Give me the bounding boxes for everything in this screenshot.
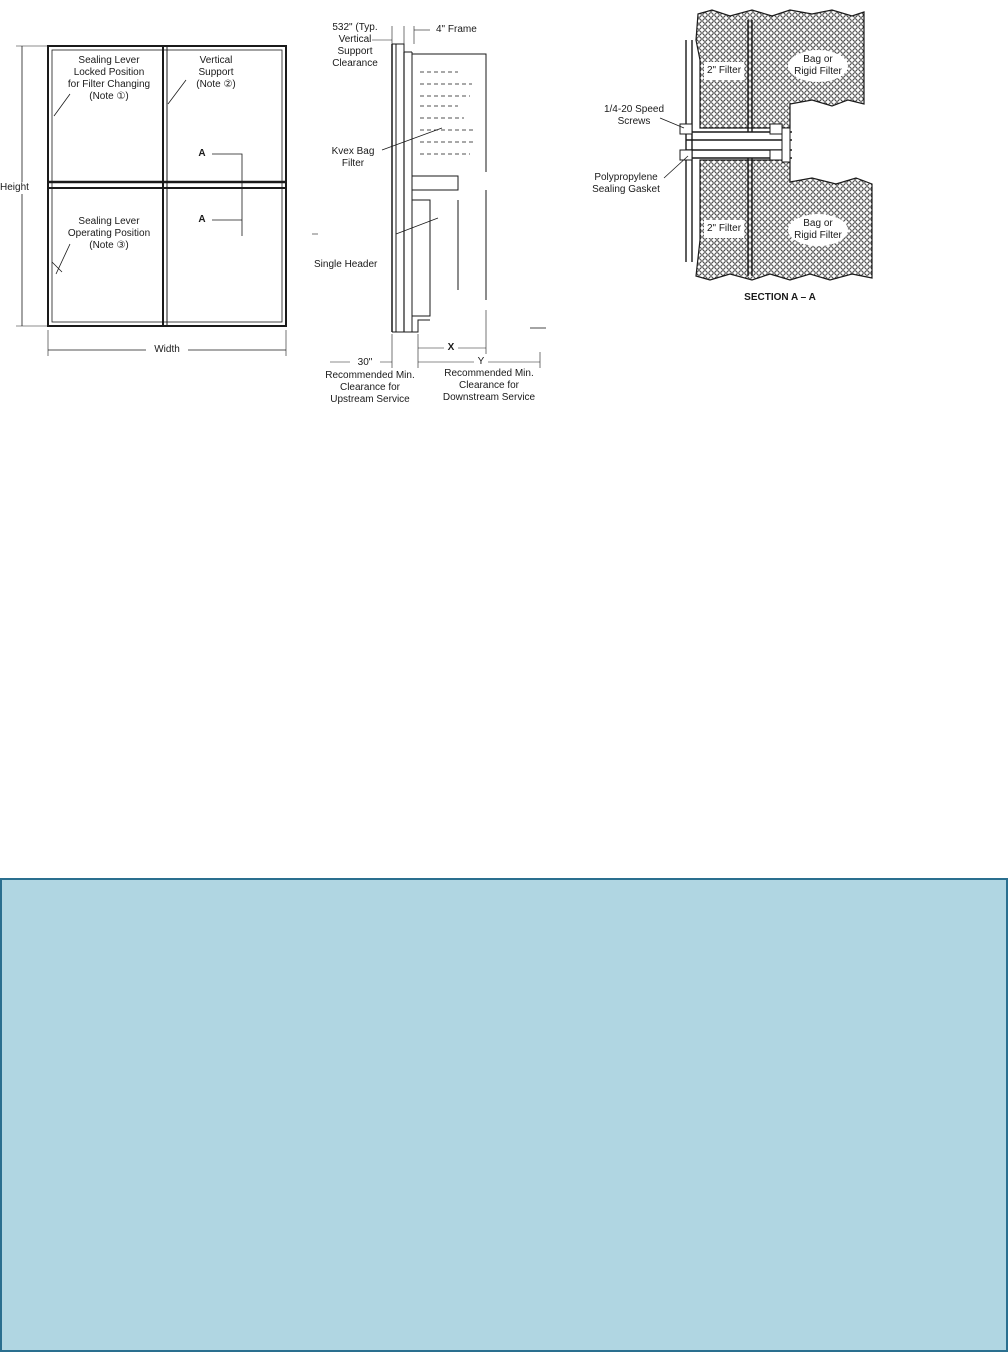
section-title: SECTION A – A xyxy=(744,292,816,303)
single-header-label: Single Header xyxy=(314,259,378,270)
info-panel xyxy=(0,878,1008,1352)
upstream-clearance-value: 30" xyxy=(350,357,380,369)
section-mark-lower: A xyxy=(198,214,206,225)
speed-screws-label: 1/4-20 Speed Screws xyxy=(603,104,665,127)
bag-rigid-lower-label: Bag or Rigid Filter xyxy=(794,218,842,241)
bag-rigid-upper-label: Bag or Rigid Filter xyxy=(794,54,842,77)
filter-2in-lower-label: 2" Filter xyxy=(706,223,742,234)
filter-2in-upper-label: 2" Filter xyxy=(706,65,742,76)
dim-y-label: Y xyxy=(474,356,488,368)
height-label: Height xyxy=(0,182,40,194)
section-mark-upper: A xyxy=(198,148,206,159)
vertical-support-label: Vertical Support (Note ②) xyxy=(196,55,236,90)
kvex-bag-filter-label: Kvex Bag Filter xyxy=(331,146,375,169)
sealing-lever-locked-label: Sealing Lever Locked Position for Filter Changing (Note ①) xyxy=(67,55,151,102)
dim-x-label: X xyxy=(444,342,458,354)
gasket-label: Polypropylene Sealing Gasket xyxy=(592,172,660,195)
vertical-support-clearance-label: 532" (Typ. Vertical Support Clearance xyxy=(332,22,378,69)
frame-label: 4" Frame xyxy=(436,24,477,35)
side-view-drawing xyxy=(312,26,546,368)
downstream-clearance-label: Recommended Min. Clearance for Downstream Service xyxy=(442,368,536,403)
width-label: Width xyxy=(146,344,188,356)
sealing-lever-operating-label: Sealing Lever Operating Position (Note ③) xyxy=(67,216,151,251)
upstream-clearance-label: Recommended Min. Clearance for Upstream Service xyxy=(325,370,415,405)
